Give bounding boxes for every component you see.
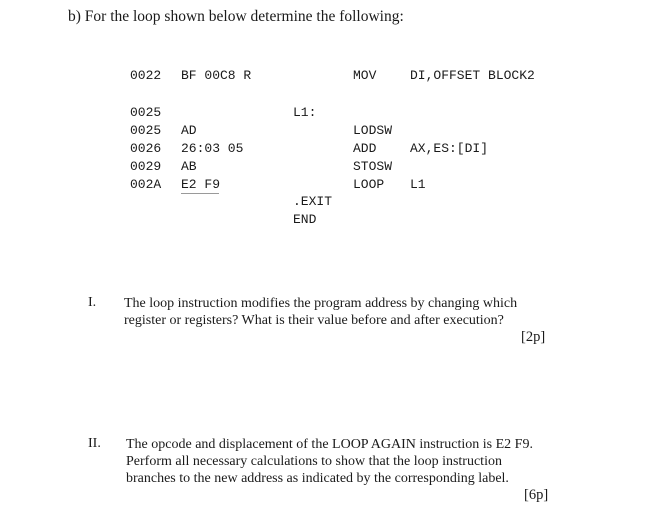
listing-mnemonic: MOV: [353, 68, 377, 83]
listing-mnemonic: STOSW: [353, 159, 393, 174]
question-number: II.: [88, 436, 101, 451]
listing-exit-directive: .EXIT: [293, 194, 333, 209]
listing-address: 002A: [130, 177, 162, 192]
question-text: branches to the new address as indicated by the corresponding label.: [126, 471, 509, 486]
listing-operand: AX,ES:[DI]: [410, 141, 489, 156]
listing-object-code: AD: [181, 123, 197, 138]
listing-mnemonic: ADD: [353, 141, 377, 156]
listing-address: 0025: [130, 123, 162, 138]
listing-object-code: AB: [181, 159, 197, 174]
question-number: I.: [88, 295, 97, 310]
listing-label: L1:: [293, 105, 317, 120]
section-heading: b) For the loop shown below determine the following:: [68, 8, 404, 25]
listing-operand: L1: [410, 177, 426, 192]
listing-operand: DI,OFFSET BLOCK2: [410, 68, 535, 83]
question-text: register or registers? What is their value before and after execution?: [124, 313, 504, 328]
faint-underline: [181, 193, 219, 194]
listing-address: 0029: [130, 159, 162, 174]
question-text: Perform all necessary calculations to show that the loop instruction: [126, 454, 502, 469]
listing-object-code: E2 F9: [181, 177, 221, 192]
listing-address: 0026: [130, 141, 162, 156]
listing-address: 0022: [130, 68, 162, 83]
listing-mnemonic: LOOP: [353, 177, 385, 192]
listing-object-code: BF 00C8 R: [181, 68, 252, 83]
listing-object-code: 26:03 05: [181, 141, 244, 156]
listing-address: 0025: [130, 105, 162, 120]
listing-mnemonic: LODSW: [353, 123, 393, 138]
question-marks: [2p]: [521, 329, 546, 345]
question-text: The opcode and displacement of the LOOP AGAIN instruction is E2 F9.: [126, 437, 533, 452]
question-text: The loop instruction modifies the program address by changing which: [124, 296, 518, 311]
listing-end-directive: END: [293, 212, 317, 227]
question-marks: [6p]: [524, 487, 549, 503]
